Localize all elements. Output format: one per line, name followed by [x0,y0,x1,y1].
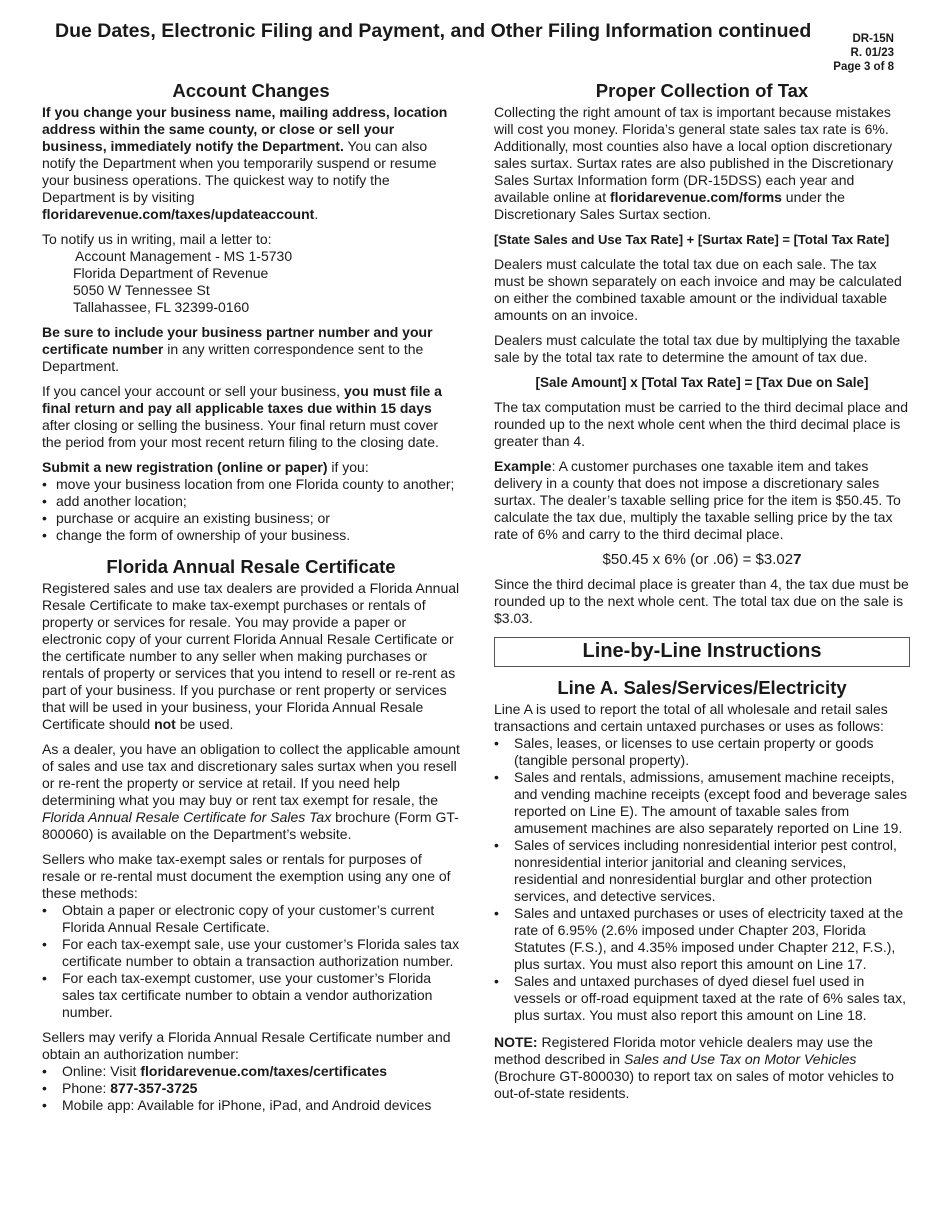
new-registration-text: if you: [327,459,369,475]
resale-text: Registered sales and use tax dealers are provided a Florida Annual Resale Certificate to make tax-exempt purchases or rentals of property or services for resale. You may provide a paper or electronic copy of your current Florida Annual Resale Certificate or the certificate number to any seller when making purchases or rentals of property or services that you intend to resell or re-rent as part of your business. If you purchase or rent property or services that will be used in your business, your Florida Annual Resale Certificate should [42,580,460,732]
phone-number[interactable]: 877-357-3725 [110,1080,198,1096]
new-registration-emphasis: Submit a new registration (online or paper) [42,459,328,475]
proper-collection-heading: Proper Collection of Tax [595,80,809,101]
line-a-heading: Line A. Sales/Services/Electricity [557,677,847,698]
collection-paragraph-5: Since the third decimal place is greater than 4, the tax due must be rounded up to the next whole cent. The total tax due on the sale is $3.03. [494,576,909,626]
note-brochure-title: Sales and Use Tax on Motor Vehicles [623,1051,857,1067]
note-label: NOTE: [494,1034,538,1050]
brochure-title: Florida Annual Resale Certificate for Sales Tax [42,809,332,825]
tax-due-formula: [Sale Amount] x [Total Tax Rate] = [Tax Due on Sale] [535,375,869,390]
collection-paragraph-1 [494,104,910,223]
final-return-paragraph [42,383,460,451]
collection-paragraph-3: Dealers must calculate the total tax due by multiplying the taxable sale by the total tax rate to determine the amount of tax due. [494,332,901,365]
resale-certificate-section [42,556,460,1114]
form-identifier [833,32,894,74]
partner-number-text: in any written correspondence sent to the Department. [42,341,424,374]
line-a-intro: Line A is used to report the total of all wholesale and retail sales transactions and certain untaxed purchases or uses as follows: [494,701,888,734]
list-item: • Obtain a paper or electronic copy of your customer’s current Florida Annual Resale Certificate. [42,902,460,936]
address-line: Tallahassee, FL 32399-0160 [73,299,250,315]
list-item: • Sales, leases, or licenses to use certain property or goods (tangible personal property). [494,735,910,769]
motor-vehicle-note [494,1034,910,1102]
list-item: • For each tax-exempt sale, use your customer’s Florida sales tax certificate number to obtain a transaction authorization number. [42,936,460,970]
list-item: • Sales of services including nonresidential interior pest control, nonresidential interior janitorial and cleaning services, residential and nonresidential burglar and other protection services, and detective services. [494,837,910,905]
verify-phone-item [42,1080,460,1097]
list-item: • For each tax-exempt customer, use your customer’s Florida sales tax certificate number to obtain a vendor authorization number. [42,970,460,1021]
form-revision: R. 01/23 [850,47,894,59]
note-text: Registered Florida motor vehicle dealers may use the method described in [494,1034,873,1067]
resale-paragraph-4: Sellers may verify a Florida Annual Resale Certificate number and obtain an authorization number: [42,1029,451,1062]
example-paragraph [494,458,910,543]
list-item: • Sales and untaxed purchases of dyed diesel fuel used in vessels or off-road equipment taxed at the rate of 6% sales tax, plus surtax. You must also report this amount on Line 18. [494,973,910,1024]
resale-emphasis: not [154,716,176,732]
line-instructions-section [494,637,910,1102]
line-a-list [494,735,910,1024]
resale-text-end: brochure (Form GT-800060) is available on the Department’s website. [42,809,459,842]
right-column [494,80,910,1110]
resale-text: As a dealer, you have an obligation to collect the applicable amount of sales and use tax and discretionary sales surtax when you resell or re-rent the property or service at retail. If you need help determining what you may buy or rent tax exempt for resale, the [42,741,460,808]
example-calc-digit: 7 [793,551,802,568]
mail-intro: To notify us in writing, mail a letter to: [42,231,272,247]
collection-paragraph-4: The tax computation must be carried to the third decimal place and rounded up to the next whole cent when the third decimal place is greater than 4. [494,399,908,449]
final-return-text-end: after closing or selling the business. Your final return must cover the period from your most recent return filing to the closing date. [42,417,439,450]
list-item: • move your business location from one Florida county to another; [42,476,460,493]
address-line: 5050 W Tennessee St [73,282,210,298]
left-column [42,80,460,1122]
collection-text-end: under the Discretionary Sales Surtax section. [494,189,845,222]
resale-certificate-heading: Florida Annual Resale Certificate [106,556,396,577]
account-changes-section [42,80,460,544]
new-registration-list [42,476,460,544]
account-changes-emphasis: If you change your business name, mailing address, location address within the same county, or close or sell your business, immediately notify the Department. [42,104,448,154]
total-tax-rate-formula: [State Sales and Use Tax Rate] + [Surtax Rate] = [Total Tax Rate] [494,232,890,247]
address-line: Florida Department of Revenue [73,265,269,281]
form-number: DR-15N [852,33,894,45]
address-line: Account Management - MS 1-5730 [75,248,293,264]
account-changes-paragraph [42,104,460,223]
example-text: : A customer purchases one taxable item and takes delivery in a county that does not impose a discretionary sales surtax. The dealer’s taxable selling price for the item is $50.45. To calculate the tax due, multiply the taxable selling price by the tax rate of 6% and carry to the third decimal place. [494,458,901,542]
verification-list [42,1063,460,1114]
resale-text-end: be used. [175,716,234,732]
mailing-address-block [42,231,460,316]
final-return-emphasis: you must file a final return and pay all applicable taxes due within 15 days [42,383,442,416]
resale-paragraph-1 [42,580,460,733]
partner-number-paragraph [42,324,460,375]
resale-paragraph-2 [42,741,460,843]
account-changes-text: You can also notify the Department when you temporarily suspend or resume your business operations. The quickest way to notify the Department is by visiting [42,138,437,205]
list-item: • purchase or acquire an existing business; or [42,510,460,527]
list-item: • add another location; [42,493,460,510]
list-item: • Sales and untaxed purchases or uses of electricity taxed at the rate of 6.95% (2.6% imposed under Chapter 203, Florida Statutes (F.S.), and 4.35% imposed under Chapter 212, F.S.), plus surtax. You must also report this amount on Line 17. [494,905,910,973]
example-label: Example [494,458,552,474]
page-number: Page 3 of 8 [833,61,894,73]
verify-app-item: • Mobile app: Available for iPhone, iPad, and Android devices [42,1097,460,1114]
final-return-text: If you cancel your account or sell your business, [42,383,344,399]
line-by-line-instructions-title: Line-by-Line Instructions [494,637,910,667]
resale-paragraph-3: Sellers who make tax-exempt sales or rentals for purposes of resale or re-rental must document the exemption using any one of these methods: [42,851,451,901]
example-calculation [494,551,910,568]
note-text-end: (Brochure GT-800030) to report tax on sales of motor vehicles to out-of-state residents. [494,1068,894,1101]
period: . [314,206,319,222]
partner-number-emphasis: Be sure to include your business partner number and your certificate number [42,324,433,357]
account-changes-heading: Account Changes [172,80,330,101]
example-calc-text: $50.45 x 6% (or .06) = $3.02 [602,551,794,568]
list-item: • change the form of ownership of your business. [42,527,460,544]
verify-online-label: Online: Visit [62,1063,141,1079]
new-registration-paragraph [42,459,460,476]
forms-link[interactable]: floridarevenue.com/forms [609,189,782,205]
page-title: Due Dates, Electronic Filing and Payment, and Other Filing Information continued [55,20,812,42]
verify-online-item [42,1063,460,1080]
list-item: • Sales and rentals, admissions, amusement machine receipts, and vending machine receipts (except food and beverage sales reported on Line E). The amount of taxable sales from amusement machines are also separately reported on Line 19. [494,769,910,837]
verify-phone-label: Phone: [62,1080,111,1096]
update-account-link[interactable]: floridarevenue.com/taxes/updateaccount [42,206,315,222]
collection-text: Collecting the right amount of tax is important because mistakes will cost you money. Florida’s general state sales tax rate is 6%. Additionally, most counties also have a local option discretionary sales surtax. Surtax rates are also published in the Discretionary Sales Surtax Information form (DR-15DSS) each year and available online at [494,104,894,205]
certificates-link[interactable]: floridarevenue.com/taxes/certificates [140,1063,388,1079]
exemption-methods-list [42,902,460,1021]
collection-paragraph-2: Dealers must calculate the total tax due on each sale. The tax must be shown separately on each invoice and may be calculated on either the combined taxable amount or the individual taxable amounts on an invoice. [494,256,902,323]
proper-collection-section [494,80,910,627]
